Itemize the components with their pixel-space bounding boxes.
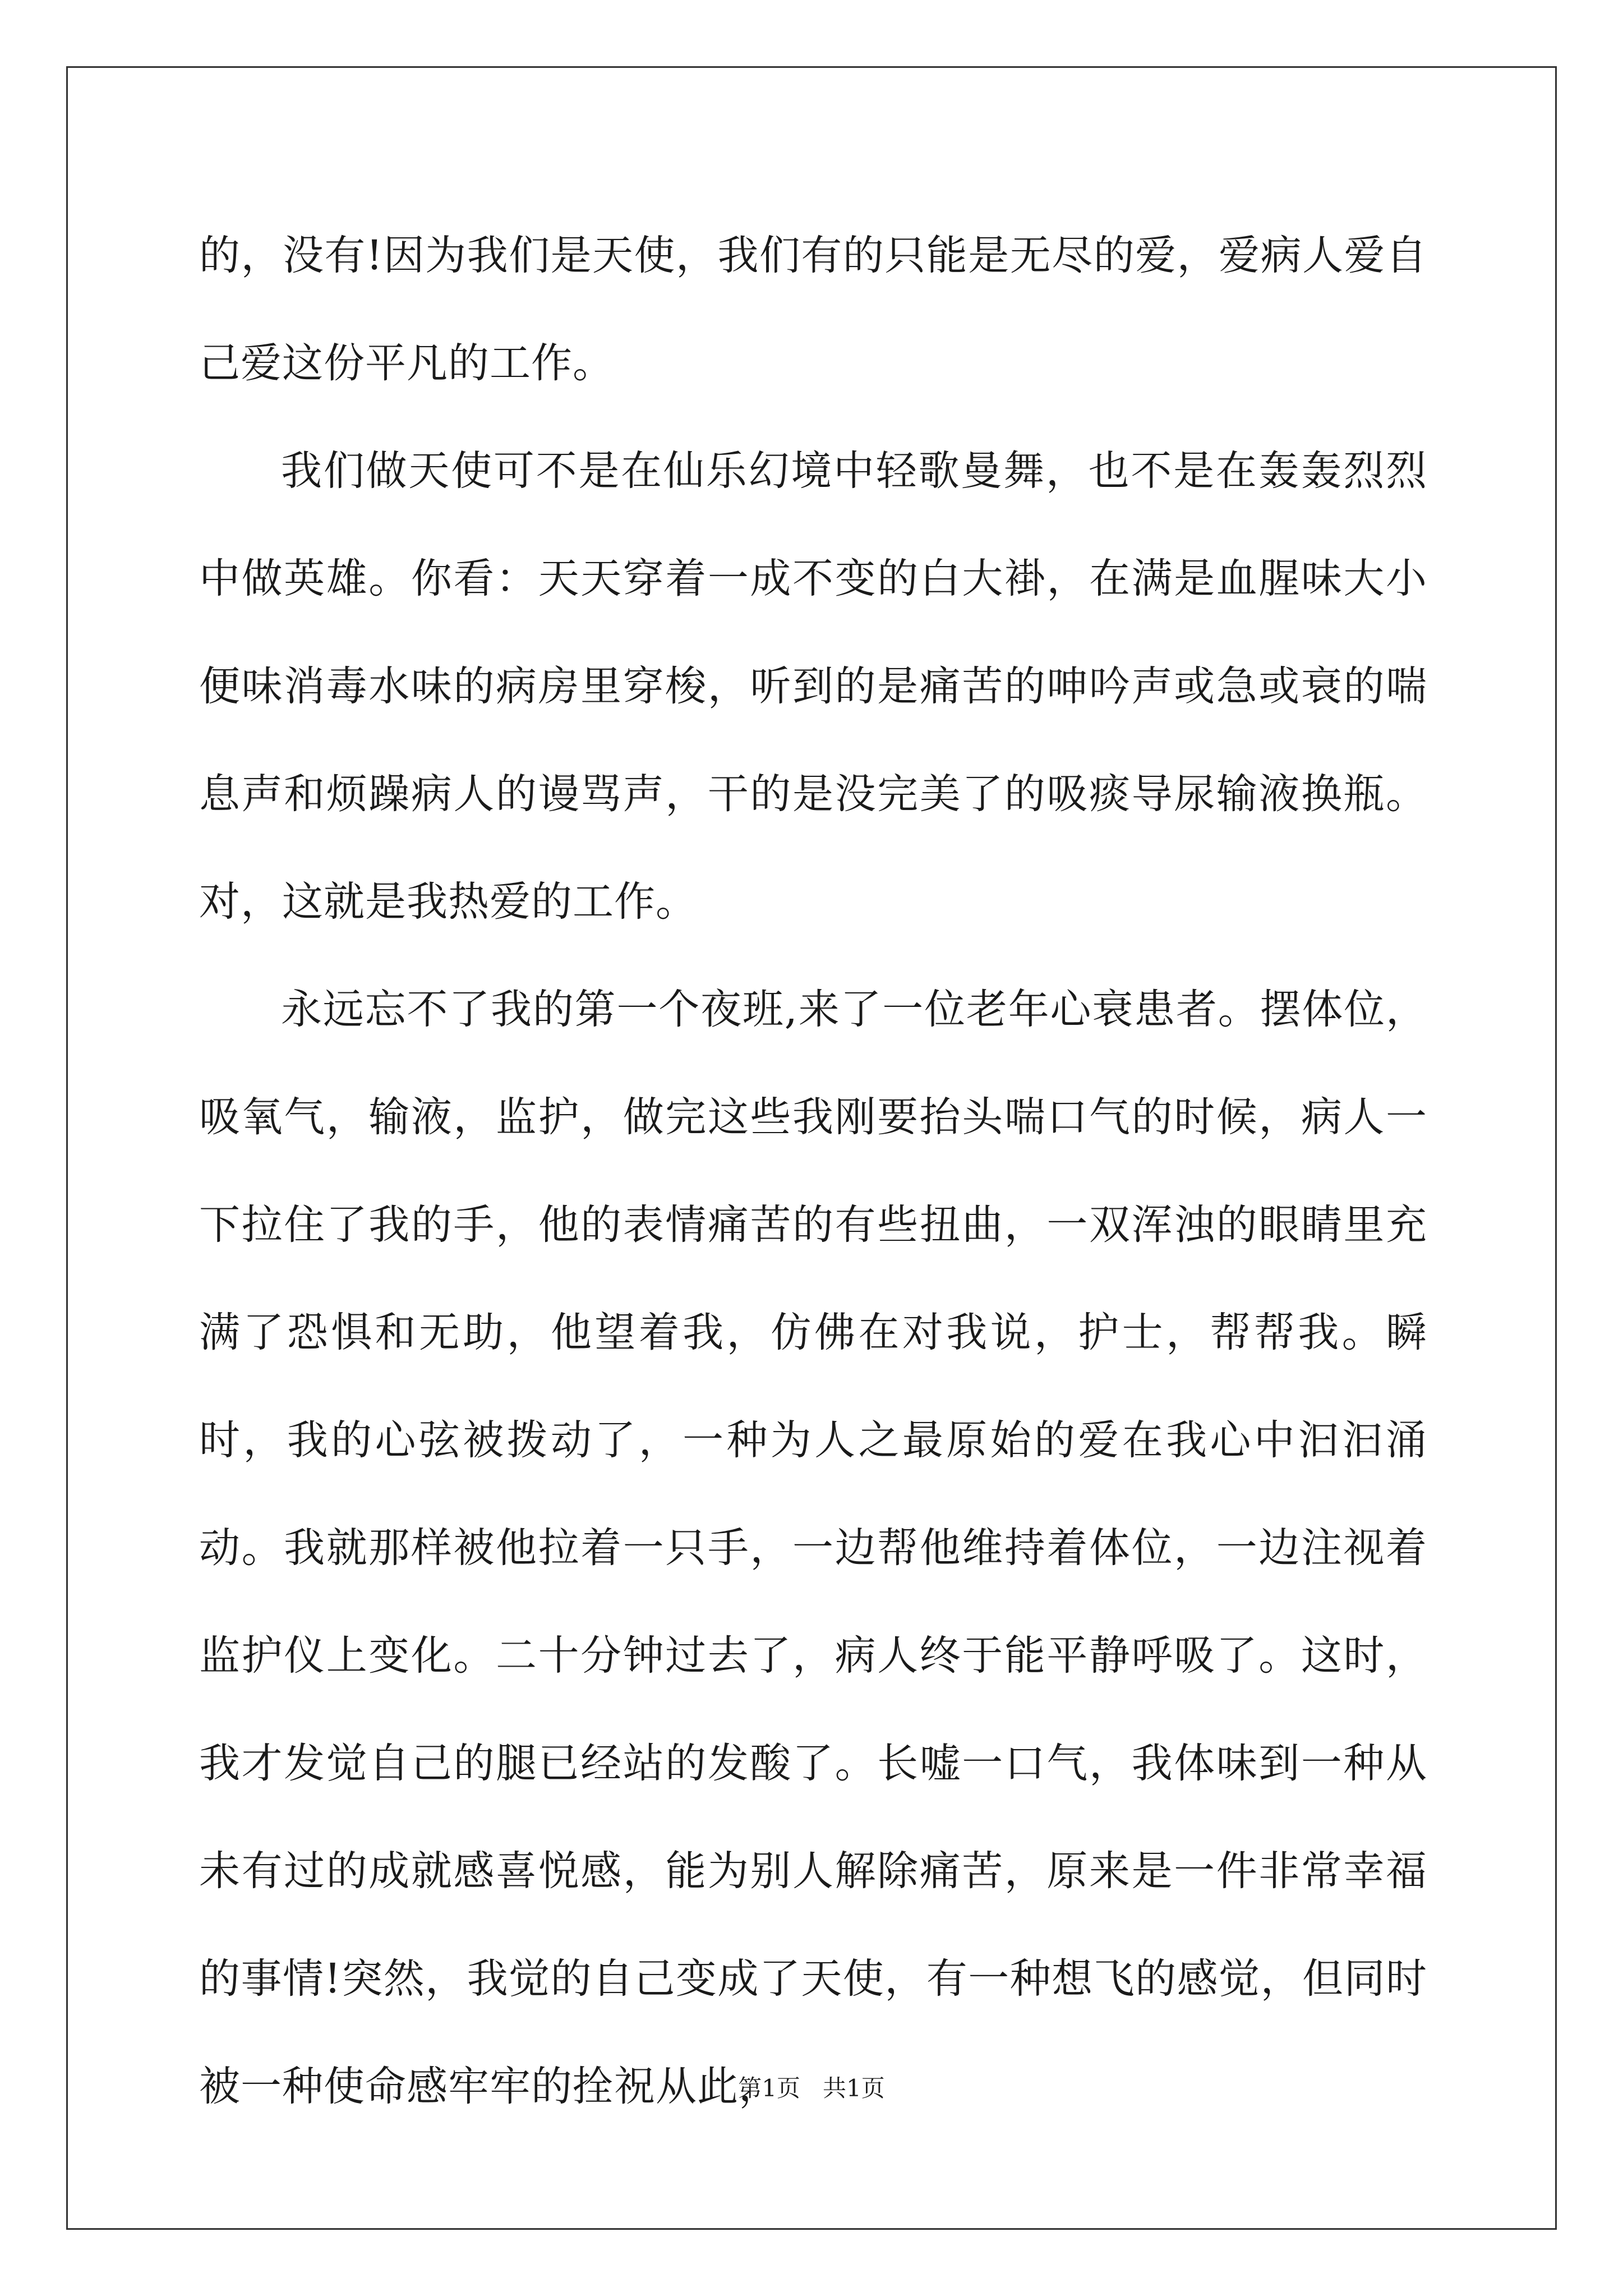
paragraph-1: 的，没有!因为我们是天使，我们有的只能是无尽的爱，爱病人爱自己爱这份平凡的工作。: [199, 232, 1427, 387]
paragraph-3: 永远忘不了我的第一个夜班,来了一位老年心衰患者。摆体位，吸氧气，输液，监护，做完这些我刚要抬头喘口气的时候，病人一下拉住了我的手，他的表情痛苦的有些扭曲，一双浑浊的眼睛里充满了恐惧和无助，他望着我，仿佛在对我说，护士，帮帮我。瞬时，我的心弦被拨动了，一种为人之最原始的爱在我心中汩汩涌动。我就那样被他拉着一只手，一边帮他维持着体位，一边注视着监护仪上变化。二十分钟过去了，病人终于能平静呼吸了。这时，我才发觉自己的腿已经站的发酸了。长嘘一口气，我体味到一种从未有过的成就感喜悦感，能为别人解除痛苦，原来是一件非常幸福的事情!突然，我觉的自己变成了天使，有一种想飞的感觉，但同时被一种使命感牢牢的拴祝从此，: [199, 986, 1427, 2110]
page-footer: 第1页 共1页: [738, 2074, 885, 2102]
paragraph-2: 我们做天使可不是在仙乐幻境中轻歌曼舞，也不是在轰轰烈烈中做英雄。你看：天天穿着一成不变的白大褂，在满是血腥味大小便味消毒水味的病房里穿梭，听到的是痛苦的呻吟声或急或衰的喘息声和烦躁病人的谩骂声，干的是没完美了的吸痰导尿输液换瓶。对，这就是我热爱的工作。: [199, 447, 1427, 926]
document-body: [199, 202, 1427, 2141]
